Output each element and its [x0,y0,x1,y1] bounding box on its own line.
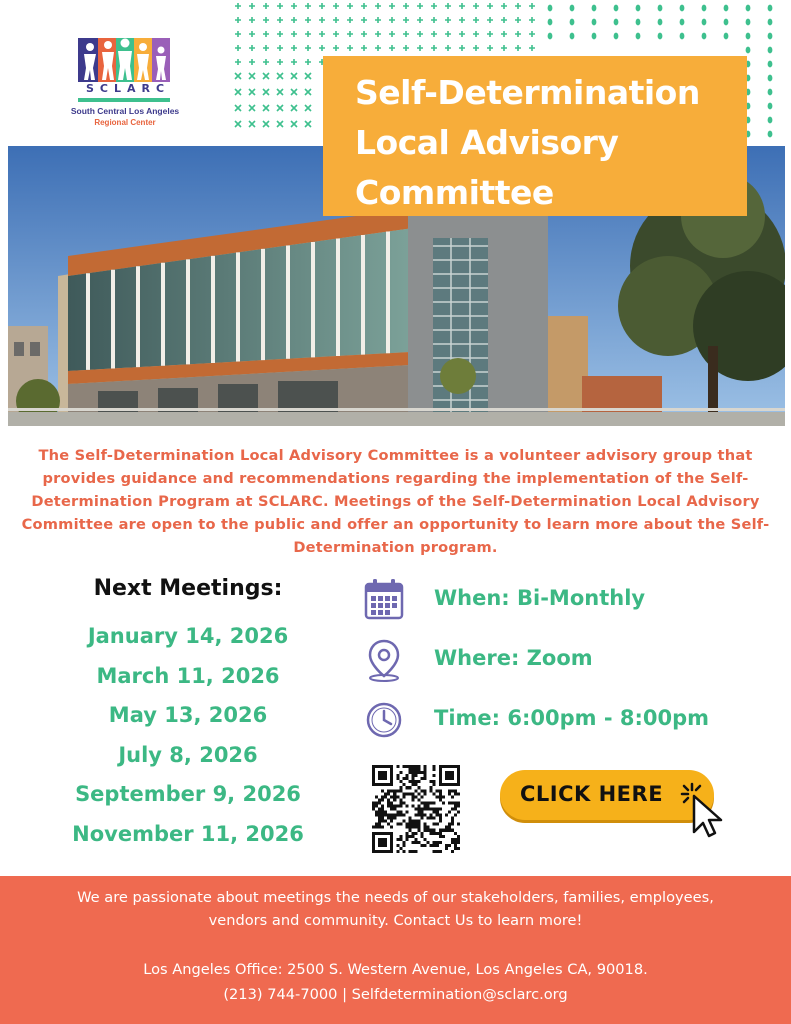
info-time [358,698,778,742]
meeting-date: November 11, 2026 [72,821,304,846]
click-here-label: CLICK HERE [520,782,664,806]
committee-description: The Self-Determination Local Advisory Committee is a volunteer advisory group that provides guidance and recommendations regarding the implementation of the Self-Determination Program at SCLARC. Meetings of the Self-Determination Local Advisory Committee are open to the public and offer an opportunity to learn more about the Self-Determination program. [21,447,770,556]
time-text: Time: 6:00pm - 8:00pm [434,706,709,730]
logo-wordmark: SCLARC [85,82,171,95]
info-when [358,578,778,622]
logo-underline [78,98,170,102]
logo-subtitle-2: Regional Center [94,118,156,127]
calendar-icon [364,578,404,622]
title-banner [323,56,747,216]
page-title [355,68,727,218]
clock-icon [364,698,404,742]
meeting-date: July 8, 2026 [118,742,258,767]
info-where [358,638,778,682]
title-line-3: Committee [355,173,554,212]
footer-text-line-1: We are passionate about meetings the needs of our stakeholders, families, employees, [77,889,714,906]
meeting-date: March 11, 2026 [96,663,280,688]
meeting-date: January 14, 2026 [87,624,289,648]
office-address: Los Angeles Office: 2500 S. Western Avenue, Los Angeles CA, 90018. [143,961,648,978]
title-line-1: Self-Determination [355,73,700,112]
title-line-2: Local Advisory [355,123,619,162]
next-meetings-heading: Next Meetings: [93,576,283,601]
footer [0,876,791,1024]
cursor-click-icon [678,780,730,838]
when-text: When: Bi-Monthly [434,586,646,610]
qr-code[interactable] [372,765,460,853]
where-text: Where: Zoom [434,646,593,670]
footer-text-line-2: vendors and community. Contact Us to learn more! [208,912,583,929]
meeting-date: May 13, 2026 [108,703,268,728]
meeting-date: September 9, 2026 [75,782,301,807]
location-pin-icon [364,638,404,682]
contact-info: (213) 744-7000 | Selfdetermination@sclarc.org [223,986,568,1003]
logo-subtitle: South Central Los Angeles [70,106,180,116]
sclarc-logo [66,32,184,130]
meeting-dates-list [40,617,336,855]
